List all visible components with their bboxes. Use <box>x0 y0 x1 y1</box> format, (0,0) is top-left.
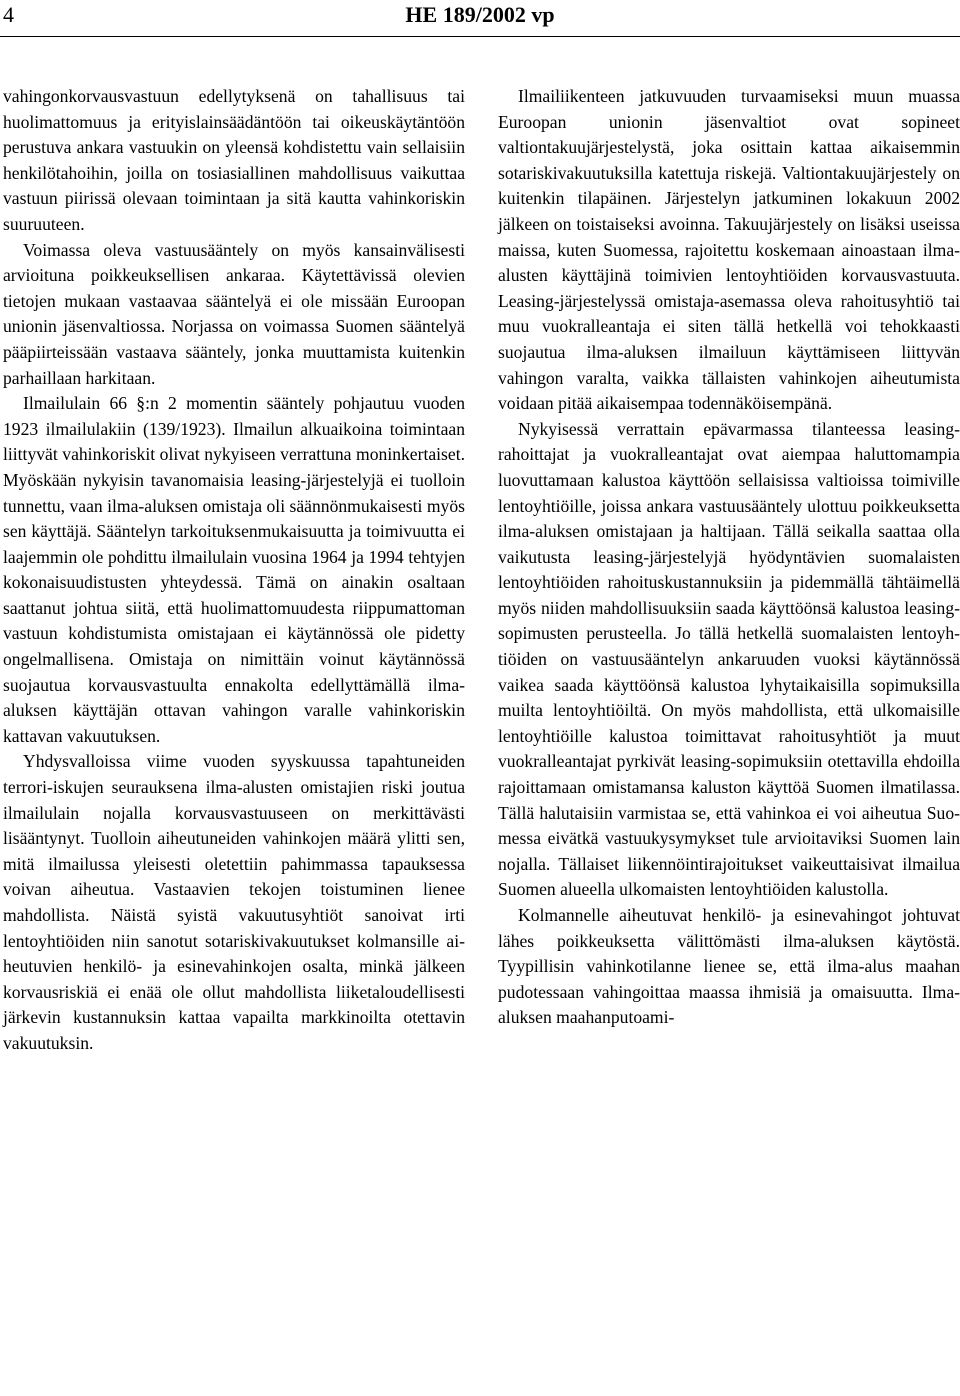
paragraph: Nykyisessä verrattain epävarmassa tilanteessa leasing-rahoittajat ja vuokralleantajat ovat aiempaa haluttomampia luovuttamaan kalustoa käyttöön sellaisissa valtioissa toimiville lentoyhtiöille, joissa ankara vastuusääntely ulottuu poikkeuksetta ilma-aluksen omistajaan ja haltijaan. Tällä seikalla saattaa olla vaikutusta leasing-järjestelyjä hyödyntävien suomalaisten lentoyhtiöiden rahoituskustannuksiin ja pidemmällä tähtäimellä myös niiden mahdollisuuksiin saada käyttöönsä kalustoa leasing-sopimusten perusteella. Jo tällä hetkellä suomalaisten lentoyhtiöiden on vastuusääntelyn ankaruuden vuoksi käytännössä vaikea saada käyttöönsä kalustoa lyhytaikaisilla sopimuksilla muilta lentoyhtiöiltä. On myös mahdollista, että ulkomaisille lentoyhtiöille kalustoa toimittavat rahoitusyhtiöt ja muut vuokralleantajat pyrkivät leasing-sopimuksiin otettavilla ehdoilla rajoittamaan omistamansa kaluston käyttöä Suomen ilmatilassa. Tällä halutaisiin varmistaa se, että vahinkoa ei voi aiheutua Suomessa eivätkä vastuukysymykset tule arvioitaviksi Suomen lain nojalla. Tällaiset liikennöintirajoitukset vaikeuttaisivat ilmailua Suomen alueella ulkomaisten lentoyhtiöiden kalustolla. <box>498 418 960 900</box>
header-divider <box>0 36 960 37</box>
paragraph: Ilmailiikenteen jatkuvuuden turvaamiseksi muun muassa Euroopan unionin jäsenvaltiot ovat sopineet valtiontakuujärjestelystä, joka osittain kattaa aikaisemmin sotariskivakuutuksilla katettuja riskejä. Valtiontakuujärjestely on kuitenkin tilapäinen. Järjestelyn jatkuminen lokakuun 2002 jälkeen on toistaiseksi avoinna. Takuujärjestely on lisäksi useissa maissa, kuten Suomessa, rajoitettu koskemaan ainoastaan ilma-alusten käyttäjinä toimivien lentoyhtiöiden korvausvastuuta. Leasing-järjestelyssä omistaja-asemassa oleva rahoitusyhtiö tai muu vuokralleantaja ei siten tällä hetkellä voi tehokkaasti suojautua ilma-aluksen ilmailuun käyttämiseen liittyvän vahingon varalta, vaikka tällaisten vahinkojen aiheutumista voidaan pitää aikaisempaa todennäköisempänä. <box>498 86 960 414</box>
paragraph: Kolmannelle aiheutuvat henkilö- ja esinevahingot johtuvat lähes poikkeuksetta välittömästi ilma-aluksen käytöstä. Tyypillisin vahinkotilanne lienee se, että ilma-alus maahan pudotessaan vahingoittaa maassa ihmisiä ja omaisuutta. Ilma-aluksen maahanputoami- <box>498 905 960 1028</box>
page-number: 4 <box>3 2 14 27</box>
right-column <box>498 84 960 1031</box>
document-id: HE 189/2002 vp <box>405 2 555 27</box>
paragraph: Voimassa oleva vastuusääntely on myös kansainvälisesti arvioituna poikkeuksellisen ankaraa. Käytettävissä olevien tietojen mukaan vastaavaa sääntelyä ei ole missään Euroopan unionin jäsenvaltiossa. Norjassa on voimassa Suomen sääntelyä pääpiirteissään vastaava sääntely, jonka muuttamista kuitenkin parhaillaan harkitaan. <box>3 239 465 388</box>
left-column <box>3 84 465 1057</box>
paragraph: vahingonkorvausvastuun edellytyksenä on tahallisuus tai huolimattomuus ja erityislainsäädäntöön tai oikeuskäytäntöön perustuva ankara vastuukin on yleensä kohdistettu vain sellaisiin henkilötahoihin, joilla on tosiasiallinen mahdollisuus vaikuttaa vastuun piirissä olevaan toimintaan ja sitä kautta vahinkoriskin suuruuteen. <box>3 86 465 234</box>
paragraph: Ilmailulain 66 §:n 2 momentin sääntely pohjautuu vuoden 1923 ilmailulakiin (139/1923). Ilmailun alkuaikoina toimintaan liittyvät vahinkoriskit olivat nykyiseen verrattuna moninkertaiset. Myöskään nykyisin tavanomaisia leasing-järjestelyjä ei tuolloin tunnettu, vaan ilma-aluksen omistaja oli säännönmukaisesti myös sen käyttäjä. Sääntelyn tarkoituksenmukaisuutta ja toimivuutta ei laajemmin ole pohdittu ilmailulain vuosina 1964 ja 1994 tehtyjen kokonaisuudistusten yhteydessä. Tämä on ainakin osaltaan saattanut johtua siitä, että huolimattomuudesta riippumattoman vastuun kohdistumista omistajaan ei käytännössä ole pidetty ongelmallisena. Omistaja on nimittäin voinut käytännössä suojautua korvausvastuulta ennakolta edellyttämällä ilma-aluksen käyttäjän ottavan vahingon varalle vahinkoriskin kattavan vakuutuksen. <box>3 393 465 746</box>
paragraph: Yhdysvalloissa viime vuoden syyskuussa tapahtuneiden terrori-iskujen seurauksena ilma-alusten omistajien riski joutua ilmailulain nojalla korvausvastuuseen on merkittävästi lisääntynyt. Tuolloin aiheutuneiden vahinkojen määrä ylitti sen, mitä ilmailussa yleisesti oletettiin pahimmassa tapauksessa voivan aiheutua. Vastaavien tekojen toistuminen lienee mahdollista. Näistä syistä vakuutusyhtiöt sanoivat irti lentoyhtiöiden niin sanotut sotariskivakuutukset kolmansille aiheutuvien henkilö- ja esinevahinkojen osalta, minkä jälkeen korvausriskiä ei enää ole ollut mahdollista liiketaloudellisesti järkevin kustannuksin kattaa vapailta markkinoilta otettavin vakuutuksin. <box>3 751 465 1053</box>
